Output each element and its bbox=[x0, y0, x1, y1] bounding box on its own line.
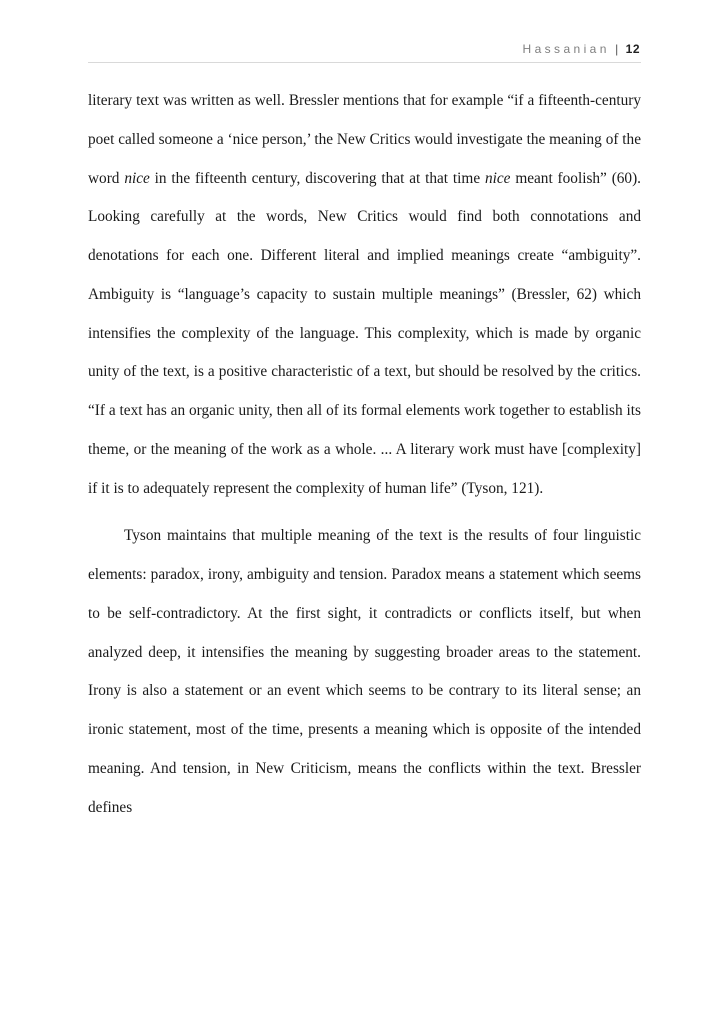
paragraph-1-run-3: in the fifteenth century, discovering that at that time bbox=[149, 169, 485, 187]
header-rule bbox=[88, 62, 641, 63]
paragraph-1-run-1: literary text was written as well. Bressler mentions that for example “if a fifteenth-century poet called someone a ‘nice person,’ the New Critics would investigate the meaning of the word bbox=[88, 92, 641, 187]
page-header bbox=[523, 42, 640, 56]
paragraph-1-run-4: nice bbox=[484, 169, 511, 187]
header-separator: | bbox=[615, 42, 619, 56]
paragraph-1-run-2: nice bbox=[124, 169, 150, 187]
paragraph-1 bbox=[88, 82, 641, 508]
header-page-number: 12 bbox=[625, 42, 640, 56]
body-text bbox=[88, 82, 641, 827]
paragraph-2 bbox=[88, 517, 641, 827]
paragraph-2-run-1: Tyson maintains that multiple meaning of the text is the results of four linguistic elements: paradox, irony, ambiguity and tension. Paradox means a statement which seems to be self-contradictory. At the first sight, it contradicts or conflicts itself, but when analyzed deep, it intensifies the meaning by suggesting broader areas to the statement. Irony is also a statement or an event which seems to be contrary to its literal sense; an ironic statement, most of the time, presents a meaning which is opposite of the intended meaning. And tension, in New Criticism, means the conflicts within the text. Bressler defines bbox=[88, 527, 641, 816]
header-author: Hassanian bbox=[522, 42, 610, 56]
paragraph-1-run-5: meant foolish” (60). Looking carefully at the words, New Critics would find both connotations and denotations for each one. Different literal and implied meanings create “ambiguity”. Ambiguity is “language’s capacity to sustain multiple meanings” (Bressler, 62) which intensifies the complexity of the language. This complexity, which is made by organic unity of the text, is a positive characteristic of a text, but should be resolved by the critics. “If a text has an organic unity, then all of its formal elements work together to establish its theme, or the meaning of the work as a whole. ... A literary work must have [complexity] if it is to adequately represent the complexity of human life” (Tyson, 121). bbox=[88, 169, 641, 497]
